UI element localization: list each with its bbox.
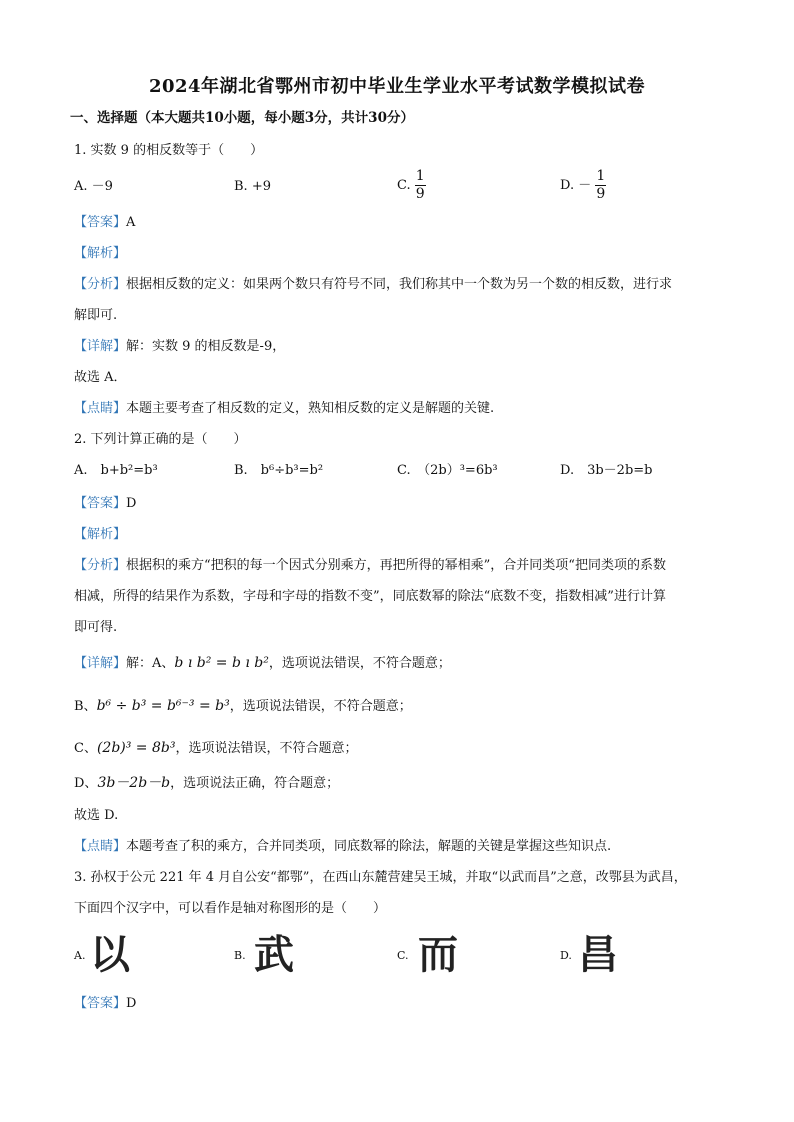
q2-detail-b: B、b⁶ ÷ b³ = b⁶⁻³ = b³，选项说法错误，不符合题意； [74,698,412,714]
q1-option-d-fraction: $\frac{1}{9}$ [596,168,606,202]
q1-detail: 【详解】解：实数 9 的相反数是-9， [74,339,286,354]
q2-detail-c: C、(2b)³ = 8b³，选项说法错误，不符合题意； [74,740,358,756]
q2-fenxi-line-3: 即可得. [74,620,118,635]
q2-option-c: C. （2b）³=6b³ [397,463,498,478]
q1-option-a-label: A. [74,179,88,194]
q1-option-d-label: D. [560,178,575,193]
question-3-stem-line-2: 下面四个汉字中，可以看作是轴对称图形的是（ ） [74,901,387,916]
q1-option-c-fraction: $\frac{1}{9}$ [415,168,425,202]
q3-option-a-label: A. [74,949,86,962]
q1-choose: 故选 A． [74,370,127,385]
question-2-stem: 2. 下列计算正确的是（ ） [74,432,247,447]
q1-comment: 【点睛】本题主要考查了相反数的定义，熟知相反数的定义是解题的关键. [74,401,495,416]
q2-option-b: B. b⁶÷b³=b² [234,463,324,478]
q1-fenxi-line-2: 解即可. [74,308,118,323]
q3-option-c-label: C. [397,949,409,962]
q3-option-a-char: 以 [90,932,130,978]
q1-analysis [74,244,126,264]
q1-answer: 【答案】A [74,215,136,230]
q1-option-b [234,177,271,197]
q1-option-d [560,168,606,203]
q3-option-d-char: 昌 [578,932,618,978]
q1-option-b-text: +9 [251,179,271,194]
q2-comment: 【点睛】本题考查了积的乘方，合并同类项，同底数幂的除法，解题的关键是掌握这些知识点. [74,839,612,854]
question-3-stem-line-1: 3. 孙权于公元 221 年 4 月自公安“都鄂”，在西山东麓营建吴王城，并取“以武而昌”之意，改鄂县为武昌， [74,870,687,885]
q2-option-a: A. b+b²=b³ [74,463,158,478]
q1-option-b-label: B. [234,179,248,194]
section-heading: 一、选择题（本大题共10小题，每小题3分，共计30分） [70,110,414,126]
q3-option-c-char: 而 [418,932,458,978]
q1-fenxi-line-1: 【分析】根据相反数的定义：如果两个数只有符号不同，我们称其中一个数为另一个数的相反数，进行求 [74,277,673,292]
q1-option-a [74,177,113,197]
q2-choose: 故选 D. [74,808,119,823]
analysis-tag: 【解析】 [74,246,127,261]
q2-detail-a: 【详解】解：A、b ı b² = b ı b²，选项说法错误，不符合题意； [74,655,451,671]
q1-option-d-sign: － [578,178,592,193]
q3-option-b-label: B. [234,949,246,962]
q2-answer: 【答案】D [74,496,137,511]
q1-option-c [397,168,426,203]
q3-option-d-label: D. [560,949,572,962]
page-title: 2024年湖北省鄂州市初中毕业生学业水平考试数学模拟试卷 [148,76,646,97]
q3-answer: 【答案】D [74,996,137,1011]
question-1-stem: 1. 实数 9 的相反数等于（ ） [74,143,264,158]
q1-option-a-text: －9 [91,179,113,194]
q3-option-b-char: 武 [254,932,294,978]
q2-fenxi-line-1: 【分析】根据积的乘方“把积的每一个因式分别乘方，再把所得的幂相乘”，合并同类项“把同类项的系数 [74,558,666,573]
q1-option-c-label: C. [397,178,411,193]
q2-fenxi-line-2: 相减，所得的结果作为系数，字母和字母的指数不变”，同底数幂的除法“底数不变，指数相减”进行计算 [74,589,666,604]
q2-option-d: D. 3b－2b=b [560,463,653,478]
answer-tag: 【答案】 [74,215,127,230]
q2-analysis: 【解析】 [74,527,127,542]
q2-detail-d: D、3b－2b－b，选项说法正确，符合题意； [74,775,340,791]
